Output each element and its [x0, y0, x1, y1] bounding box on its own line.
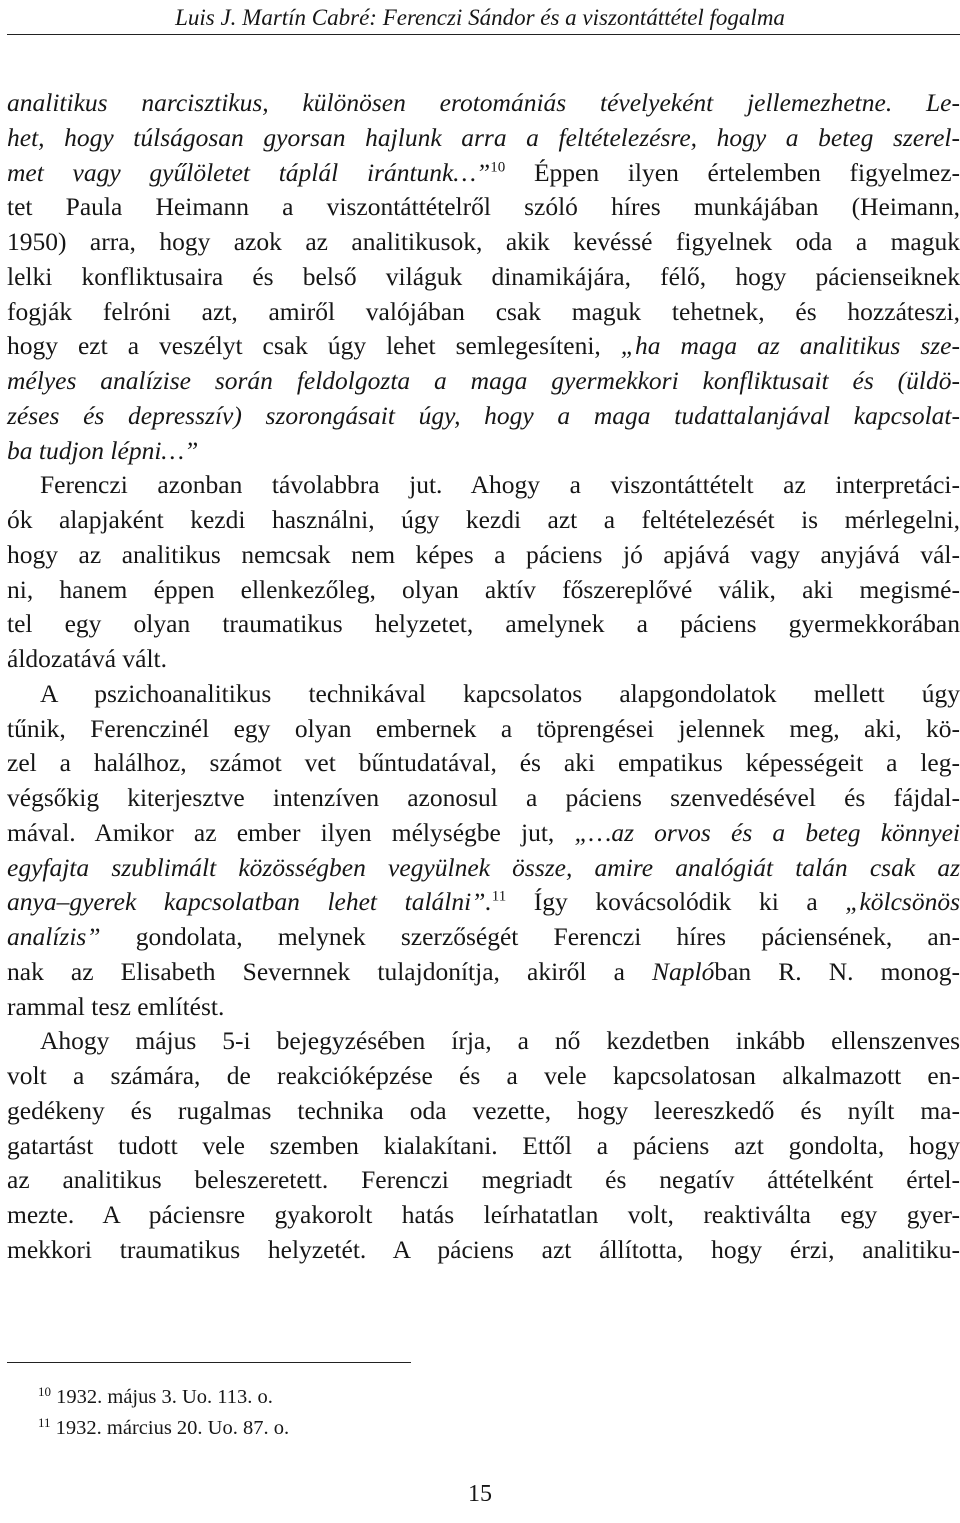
- text-line: zel a halálhoz, számot vet bűntudatával, és aki empatikus képességeit a leg-: [7, 748, 960, 778]
- footnote-text: 1932. március 20. Uo. 87. o.: [50, 1417, 290, 1439]
- text-fragment: Így kovácsolódik ki a: [506, 887, 846, 917]
- text-line: végsőkig kiterjesztve intenzíven azonosul a páciens szenvedésével és fájdal-: [7, 783, 960, 812]
- body-text: [7, 86, 960, 1268]
- text-line: Ahogy május 5-i bejegyzésében írja, a nő kezdetben inkább ellenszenves: [40, 1026, 960, 1056]
- footnote-number: 10: [38, 1383, 51, 1399]
- text-line: [7, 885, 960, 920]
- text-line: [7, 816, 960, 851]
- text-line: ni, hanem éppen ellenkezőleg, olyan aktív főszereplővé válik, aki megismé-: [7, 574, 960, 604]
- text-line: Ferenczi azonban távolabbra jut. Ahogy a viszontáttételt az interpretáci-: [40, 470, 960, 500]
- quote-fragment: analízis”: [7, 922, 101, 951]
- text-line: zéses és depresszív) szorongásait úgy, hogy a maga tudattalanjával kapcsolat-: [7, 400, 960, 430]
- text-line: áldozatává vált.: [7, 644, 167, 673]
- text-line: A pszichoanalitikus technikával kapcsolatos alapgondolatok mellett úgy: [40, 678, 960, 708]
- text-fragment: Éppen ilyen értelemben figyelmez-: [505, 157, 960, 187]
- text-line: rammal tesz említést.: [7, 991, 225, 1021]
- text-line: [7, 955, 960, 990]
- text-line: tűnik, Ferenczinél egy olyan embernek a töprengései jelennek meg, aki, kö-: [7, 713, 960, 743]
- quote-fragment: met vagy gyűlöletet táplál irántunk…”: [7, 157, 491, 187]
- footnote: [38, 1385, 273, 1409]
- header-rule: [7, 34, 960, 35]
- text-line: analitikus narcisztikus, különösen erotomániás tévelyeként jellemezhetne. Le-: [7, 88, 960, 117]
- footnote-number: 11: [38, 1414, 51, 1430]
- footnote: [38, 1416, 289, 1440]
- text-line: volt a számára, de reakcióképzése és a vele kapcsolatosan alkalmazott en-: [7, 1061, 960, 1090]
- text-fragment: nak az Elisabeth Severnnek tulajdonítja, akiről a: [7, 956, 653, 986]
- page-number: 15: [468, 1481, 492, 1507]
- text-line: tet Paula Heimann a viszontáttételről szóló híres munkájában (Heimann,: [7, 192, 960, 222]
- text-line: ók alapjaként kezdi használni, úgy kezdi azt a feltételezését is mérlegelni,: [7, 505, 960, 534]
- text-line: [7, 920, 960, 955]
- text-fragment: hogy ezt a veszélyt csak úgy lehet semlegesíteni,: [7, 331, 621, 361]
- text-line: fogják felróni azt, amiről valójában csak maguk tehetnek, és hozzáteszi,: [7, 296, 960, 326]
- running-header: [0, 0, 960, 40]
- text-line: mekkori traumatikus helyzetét. A páciens azt állította, hogy érzi, analitiku-: [7, 1234, 960, 1264]
- text-line: gatartást tudott vele szemben kialakítani. Ettől a páciens azt gondolta, hogy: [7, 1130, 960, 1160]
- quote-fragment: „kölcsönös: [845, 887, 960, 917]
- text-line: tel egy olyan traumatikus helyzetet, amelynek a páciens gyermekkorában: [7, 609, 960, 639]
- text-line: het, hogy túlságosan gyorsan hajlunk arra a feltételezésre, hogy a beteg szerel-: [7, 122, 960, 152]
- text-line: mélyes analízise során feldolgozta a maga gyermekkori konfliktusait és (üldö-: [7, 366, 960, 395]
- text-line: lelki konfliktusaira és belső világuk dinamikájára, félő, hogy pácienseiknek: [7, 261, 960, 291]
- running-header-title: Luis J. Martín Cabré: Ferenczi Sándor és a viszontáttétel fogalma: [175, 5, 785, 30]
- footnote-ref: 11: [491, 888, 507, 905]
- title-fragment: Napló: [652, 956, 715, 986]
- text-fragment: ban R. N. monog-: [714, 956, 960, 986]
- text-line: mezte. A páciensre gyakorolt hatás leírhatatlan volt, reaktiválta egy gyer-: [7, 1200, 960, 1229]
- text-line: ba tudjon lépni…”: [7, 435, 199, 465]
- text-line: az analitikus beleszeretett. Ferenczi megriadt és negatív áttételként értel-: [7, 1165, 960, 1195]
- text-line: egyfajta szublimált közösségben vegyülnek össze, amire analógiát talán csak az: [7, 852, 960, 882]
- text-fragment: gondolata, melynek szerzőségét Ferenczi híres páciensének, an-: [100, 922, 960, 951]
- footnote-rule: [7, 1362, 411, 1363]
- footnote-ref: 10: [490, 159, 506, 176]
- text-line: [7, 156, 960, 191]
- quote-fragment: „…az orvos és a beteg könnyei: [574, 817, 960, 847]
- text-line: hogy az analitikus nemcsak nem képes a páciens jó apjává vagy anyjává vál-: [7, 539, 960, 569]
- text-line: 1950) arra, hogy azok az analitikusok, akik kevéssé figyelnek oda a maguk: [7, 227, 960, 256]
- quote-fragment: anya–gyerek kapcsolatban lehet találni”.: [7, 887, 492, 917]
- text-fragment: mával. Amikor az ember ilyen mélységbe jut,: [7, 817, 575, 847]
- quote-fragment: „ha maga az analitikus sze-: [620, 331, 960, 361]
- footnote-text: 1932. május 3. Uo. 113. o.: [51, 1386, 273, 1408]
- text-line: [7, 329, 960, 364]
- text-line: gedékeny és rugalmas technika oda vezette, hogy leereszkedő és nyílt ma-: [7, 1095, 960, 1125]
